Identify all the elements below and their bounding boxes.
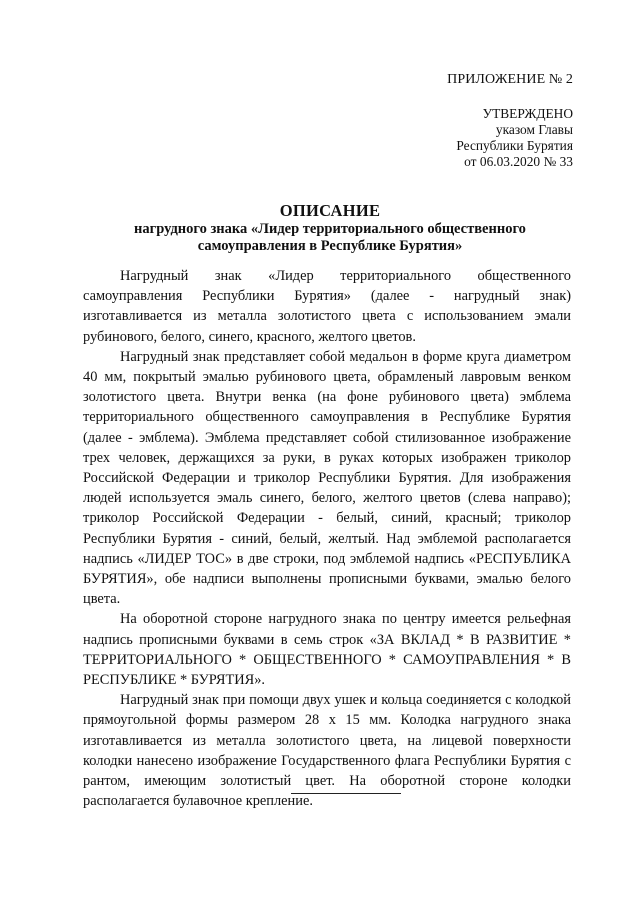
approval-line-approved: УТВЕРЖДЕНО <box>482 106 573 121</box>
approval-stamp <box>456 106 573 170</box>
document-body <box>83 266 571 811</box>
title-subject-line-2: самоуправления в Республике Бурятия» <box>197 238 463 254</box>
title-subject <box>60 221 600 255</box>
title-heading: ОПИСАНИЕ <box>279 201 381 220</box>
paragraph-reverse-side: На оборотной стороне нагрудного знака по центру имеется рельефная надпись прописными буквами в семь строк «ЗА ВКЛАД * В РАЗВИТИЕ * ТЕРРИТОРИАЛЬНОГО * ОБЩЕСТВЕННОГО * САМОУПРАВЛЕНИЯ * В РЕСПУБЛИКЕ * БУРЯТИЯ». <box>83 611 571 689</box>
closing-divider <box>291 793 401 794</box>
appendix-number: ПРИЛОЖЕНИЕ № 2 <box>447 72 573 87</box>
approval-line-decree: указом Главы <box>495 122 573 137</box>
document-title <box>60 202 600 255</box>
title-subject-line-1: нагрудного знака «Лидер территориального общественного <box>134 221 526 237</box>
paragraph-material: Нагрудный знак «Лидер территориального общественного самоуправления Республики Бурятия» (далее - нагрудный знак) изготавливается из металла золотистого цвета с использованием эмали рубинового, белого, синего, красного, желтого цветов. <box>83 268 571 345</box>
approval-line-republic: Республики Бурятия <box>456 138 573 153</box>
paragraph-ribbon-bar: Нагрудный знак при помощи двух ушек и кольца соединяется с колодкой прямоугольной формы размером 28 х 15 мм. Колодка нагрудного знака изготавливается из металла золотистого цвета, на лицевой поверхности колодки нанесено изображение Государственного флага Республики Бурятия с рантом, имеющим золотистый цвет. На оборотной стороне колодки располагается булавочное крепление. <box>83 692 571 810</box>
approval-line-date: от 06.03.2020 № 33 <box>464 154 573 169</box>
paragraph-description: Нагрудный знак представляет собой медальон в форме круга диаметром 40 мм, покрытый эмалью рубинового цвета, обрамленый лавровым венком золотистого цвета. Внутри венка (на фоне рубинового цвета) эмблема территориального общественного самоуправления в Республике Бурятия (далее - эмблема). Эмблема представляет собой стилизованное изображение трех человек, держащихся за руки, в руках которых изображен триколор Российской Федерации и триколор Республики Бурятия. Для изображения людей используется эмаль синего, белого, желтого цветов (слева направо); триколор Российской Федерации - белый, синий, красный; триколор Республики Бурятия - синий, белый, желтый. Над эмблемой располагается надпись «ЛИДЕР ТОС» в две строки, под эмблемой надпись «РЕСПУБЛИКА БУРЯТИЯ», обе надписи выполнены прописными буквами, эмалью белого цвета. <box>83 348 571 608</box>
